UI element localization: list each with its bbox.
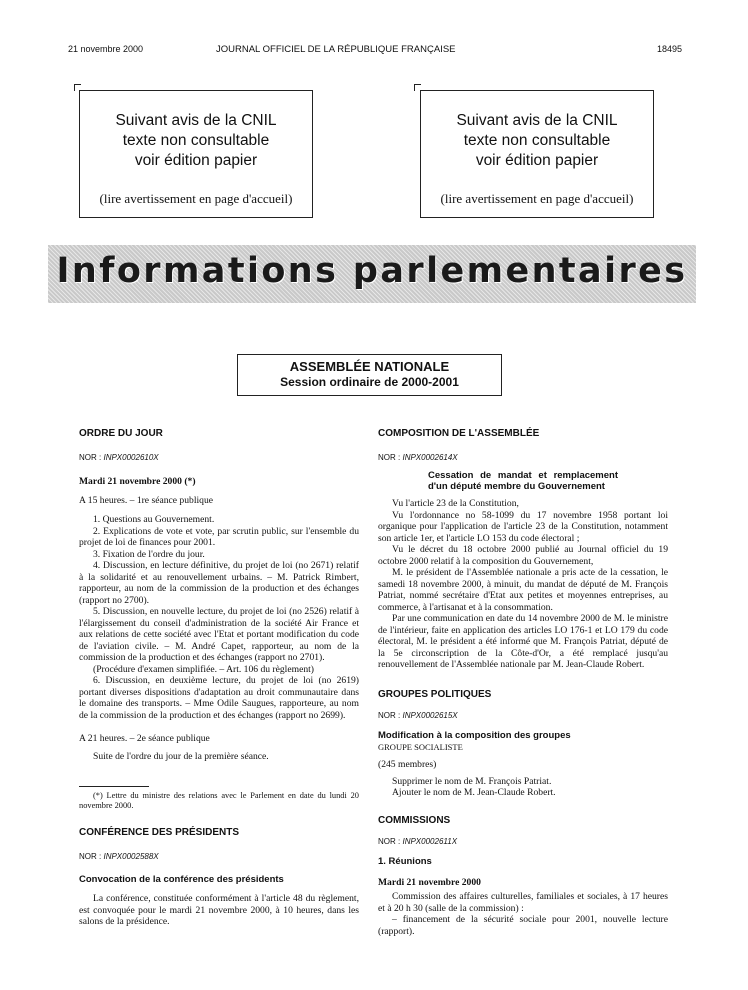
ordre-item: (Procédure d'examen simplifiée. – Art. 106 du règlement) — [93, 663, 314, 675]
paragraph: Vu l'ordonnance no 58-1099 du 17 novembre 1958 portant loi organique pour l'application de l'article 23 de la Constitution, notamment son article 1er, et l'article LO 153 du code électoral ; — [378, 509, 668, 544]
cnil-line-4: (lire avertissement en page d'accueil) — [440, 191, 634, 206]
paragraph: Par une communication en date du 14 novembre 2000 de M. le ministre de l'intérieur, faite en application des articles LO 176-1 et LO 179 du code électoral, M. le président a été informé que M. François Patriat, député de la 5e circonscription de la Côte-d'Or, a été remplacé jusqu'au renouvellement de l'Assemblée nationale par M. Jean-Claude Robert. — [378, 613, 668, 670]
conf-nor: NOR : INPX0002588X — [79, 851, 159, 861]
commission-date: Mardi 21 novembre 2000 — [378, 876, 481, 888]
cnil-line-2: texte non consultable — [463, 132, 611, 149]
groupe-membres: (245 membres) — [378, 759, 437, 770]
header-title: JOURNAL OFFICIEL DE LA RÉPUBLIQUE FRANÇAISE — [216, 44, 456, 55]
cnil-line-4: (lire avertissement en page d'accueil) — [99, 191, 293, 206]
assembly-title: ASSEMBLÉE NATIONALE — [289, 359, 450, 374]
ordre-item: 3. Fixation de l'ordre du jour. — [93, 548, 205, 560]
composition-heading: COMPOSITION DE L'ASSEMBLÉE — [378, 428, 540, 439]
convocation-text: La conférence, constituée conformément à l'article 48 du règlement, est convoquée pour le mardi 21 novembre 2000, à 10 heures, dans les salons de la présidence. — [79, 893, 359, 927]
groupes-nor: NOR : INPX0002615X — [378, 711, 458, 720]
conf-heading: CONFÉRENCE DES PRÉSIDENTS — [79, 827, 240, 838]
ordre-item: 6. Discussion, en deuxième lecture, du projet de loi (no 2619) portant diverses dispositions d'adaptation au droit communautaire dans le domaine des transports. – Mme Odile Saugues, rapporteure, au nom de la commission de la production et des échanges (rapport no 2699). — [79, 675, 359, 721]
commission-text: Commission des affaires culturelles, familiales et sociales, à 17 heures et à 20 h 30 (salle de la commission) : — [378, 891, 668, 914]
assembly-session: Session ordinaire de 2000-2001 — [280, 375, 459, 389]
seance-2: A 21 heures. – 2e séance publique — [79, 733, 210, 744]
ajouter-text: Ajouter le nom de M. Jean-Claude Robert. — [392, 787, 556, 798]
reunions-title: 1. Réunions — [378, 855, 432, 867]
cnil-notice-right — [420, 90, 654, 218]
paragraph: M. le président de l'Assemblée nationale a pris acte de la cessation, le samedi 18 novembre 2000, à minuit, du mandat de député de M. François Patriat, nommé secrétaire d'Etat aux petites et moyennes entreprises, au commerce, à l'artisanat et à la consommation. — [378, 567, 668, 613]
groupe-name: GROUPE SOCIALISTE — [378, 741, 463, 752]
left-column — [79, 428, 359, 928]
seance-1: A 15 heures. – 1re séance publique — [79, 494, 214, 506]
cnil-line-2: texte non consultable — [122, 132, 270, 149]
assembly-box — [237, 354, 502, 396]
ordre-heading: ORDRE DU JOUR — [79, 428, 163, 439]
cessation-title: Cessation de mandat et remplacement d'un député membre du Gouvernement — [428, 470, 618, 492]
paragraph: Vu le décret du 18 octobre 2000 publié au Journal officiel du 19 octobre 2000 relatif à la composition du Gouvernement, — [378, 544, 668, 567]
footnote-rule — [79, 786, 149, 787]
header-date: 21 novembre 2000 — [68, 44, 144, 54]
ordre-date: Mardi 21 novembre 2000 (*) — [79, 476, 196, 487]
cnil-line-1: Suivant avis de la CNIL — [456, 112, 618, 129]
supprimer-text: Supprimer le nom de M. François Patriat. — [392, 775, 552, 787]
ordre-items — [79, 514, 359, 721]
ordre-item: 1. Questions au Gouvernement. — [93, 514, 215, 525]
footnote: (*) Lettre du ministre des relations avec le Parlement en date du lundi 20 novembre 2000. — [79, 791, 359, 810]
ordre-item: 2. Explications de vote et vote, par scrutin public, sur l'ensemble du projet de loi de finances pour 2001. — [79, 525, 359, 548]
suite-text: Suite de l'ordre du jour de la première séance. — [93, 750, 269, 762]
cnil-line-3: voir édition papier — [475, 152, 599, 169]
right-column — [378, 428, 668, 937]
ordre-item: 5. Discussion, en nouvelle lecture, du projet de loi (no 2526) relatif à l'élargissement du conseil d'administration de la société Air France et aux relations de cette société avec l'Etat et portant modification du code de l'aviation civile. – M. André Capet, rapporteur, au nom de la commission de la production et des échanges (rapport no 2701). — [79, 606, 359, 663]
section-banner — [48, 245, 696, 303]
commissions-heading: COMMISSIONS — [378, 814, 451, 826]
ordre-nor: NOR : INPX0002610X — [79, 452, 159, 462]
paragraph: Vu l'article 23 de la Constitution, — [392, 498, 519, 509]
composition-nor: NOR : INPX0002614X — [378, 452, 458, 462]
banner-title: Informations parlementaires — [56, 251, 688, 291]
modification-title: Modification à la composition des groupes — [378, 729, 571, 741]
ordre-item: 4. Discussion, en lecture définitive, du projet de loi (no 2671) relatif à la solidarité et au renouvellement urbains. – M. Patrick Rimbert, rapporteur, au nom de la commission de la production et des échanges (rapport no 2700). — [79, 560, 359, 606]
running-header — [68, 44, 682, 58]
cnil-line-1: Suivant avis de la CNIL — [115, 112, 277, 129]
cnil-notice-left — [79, 90, 313, 218]
commissions-nor: NOR : INPX0002611X — [378, 837, 458, 846]
composition-paragraphs — [378, 498, 668, 671]
commission-item: – financement de la sécurité sociale pour 2001, nouvelle lecture (rapport). — [378, 914, 668, 937]
header-page-number: 18495 — [656, 44, 682, 54]
cnil-line-3: voir édition papier — [134, 152, 258, 169]
groupes-heading: GROUPES POLITIQUES — [378, 688, 492, 700]
convocation-title: Convocation de la conférence des présidents — [79, 874, 284, 885]
